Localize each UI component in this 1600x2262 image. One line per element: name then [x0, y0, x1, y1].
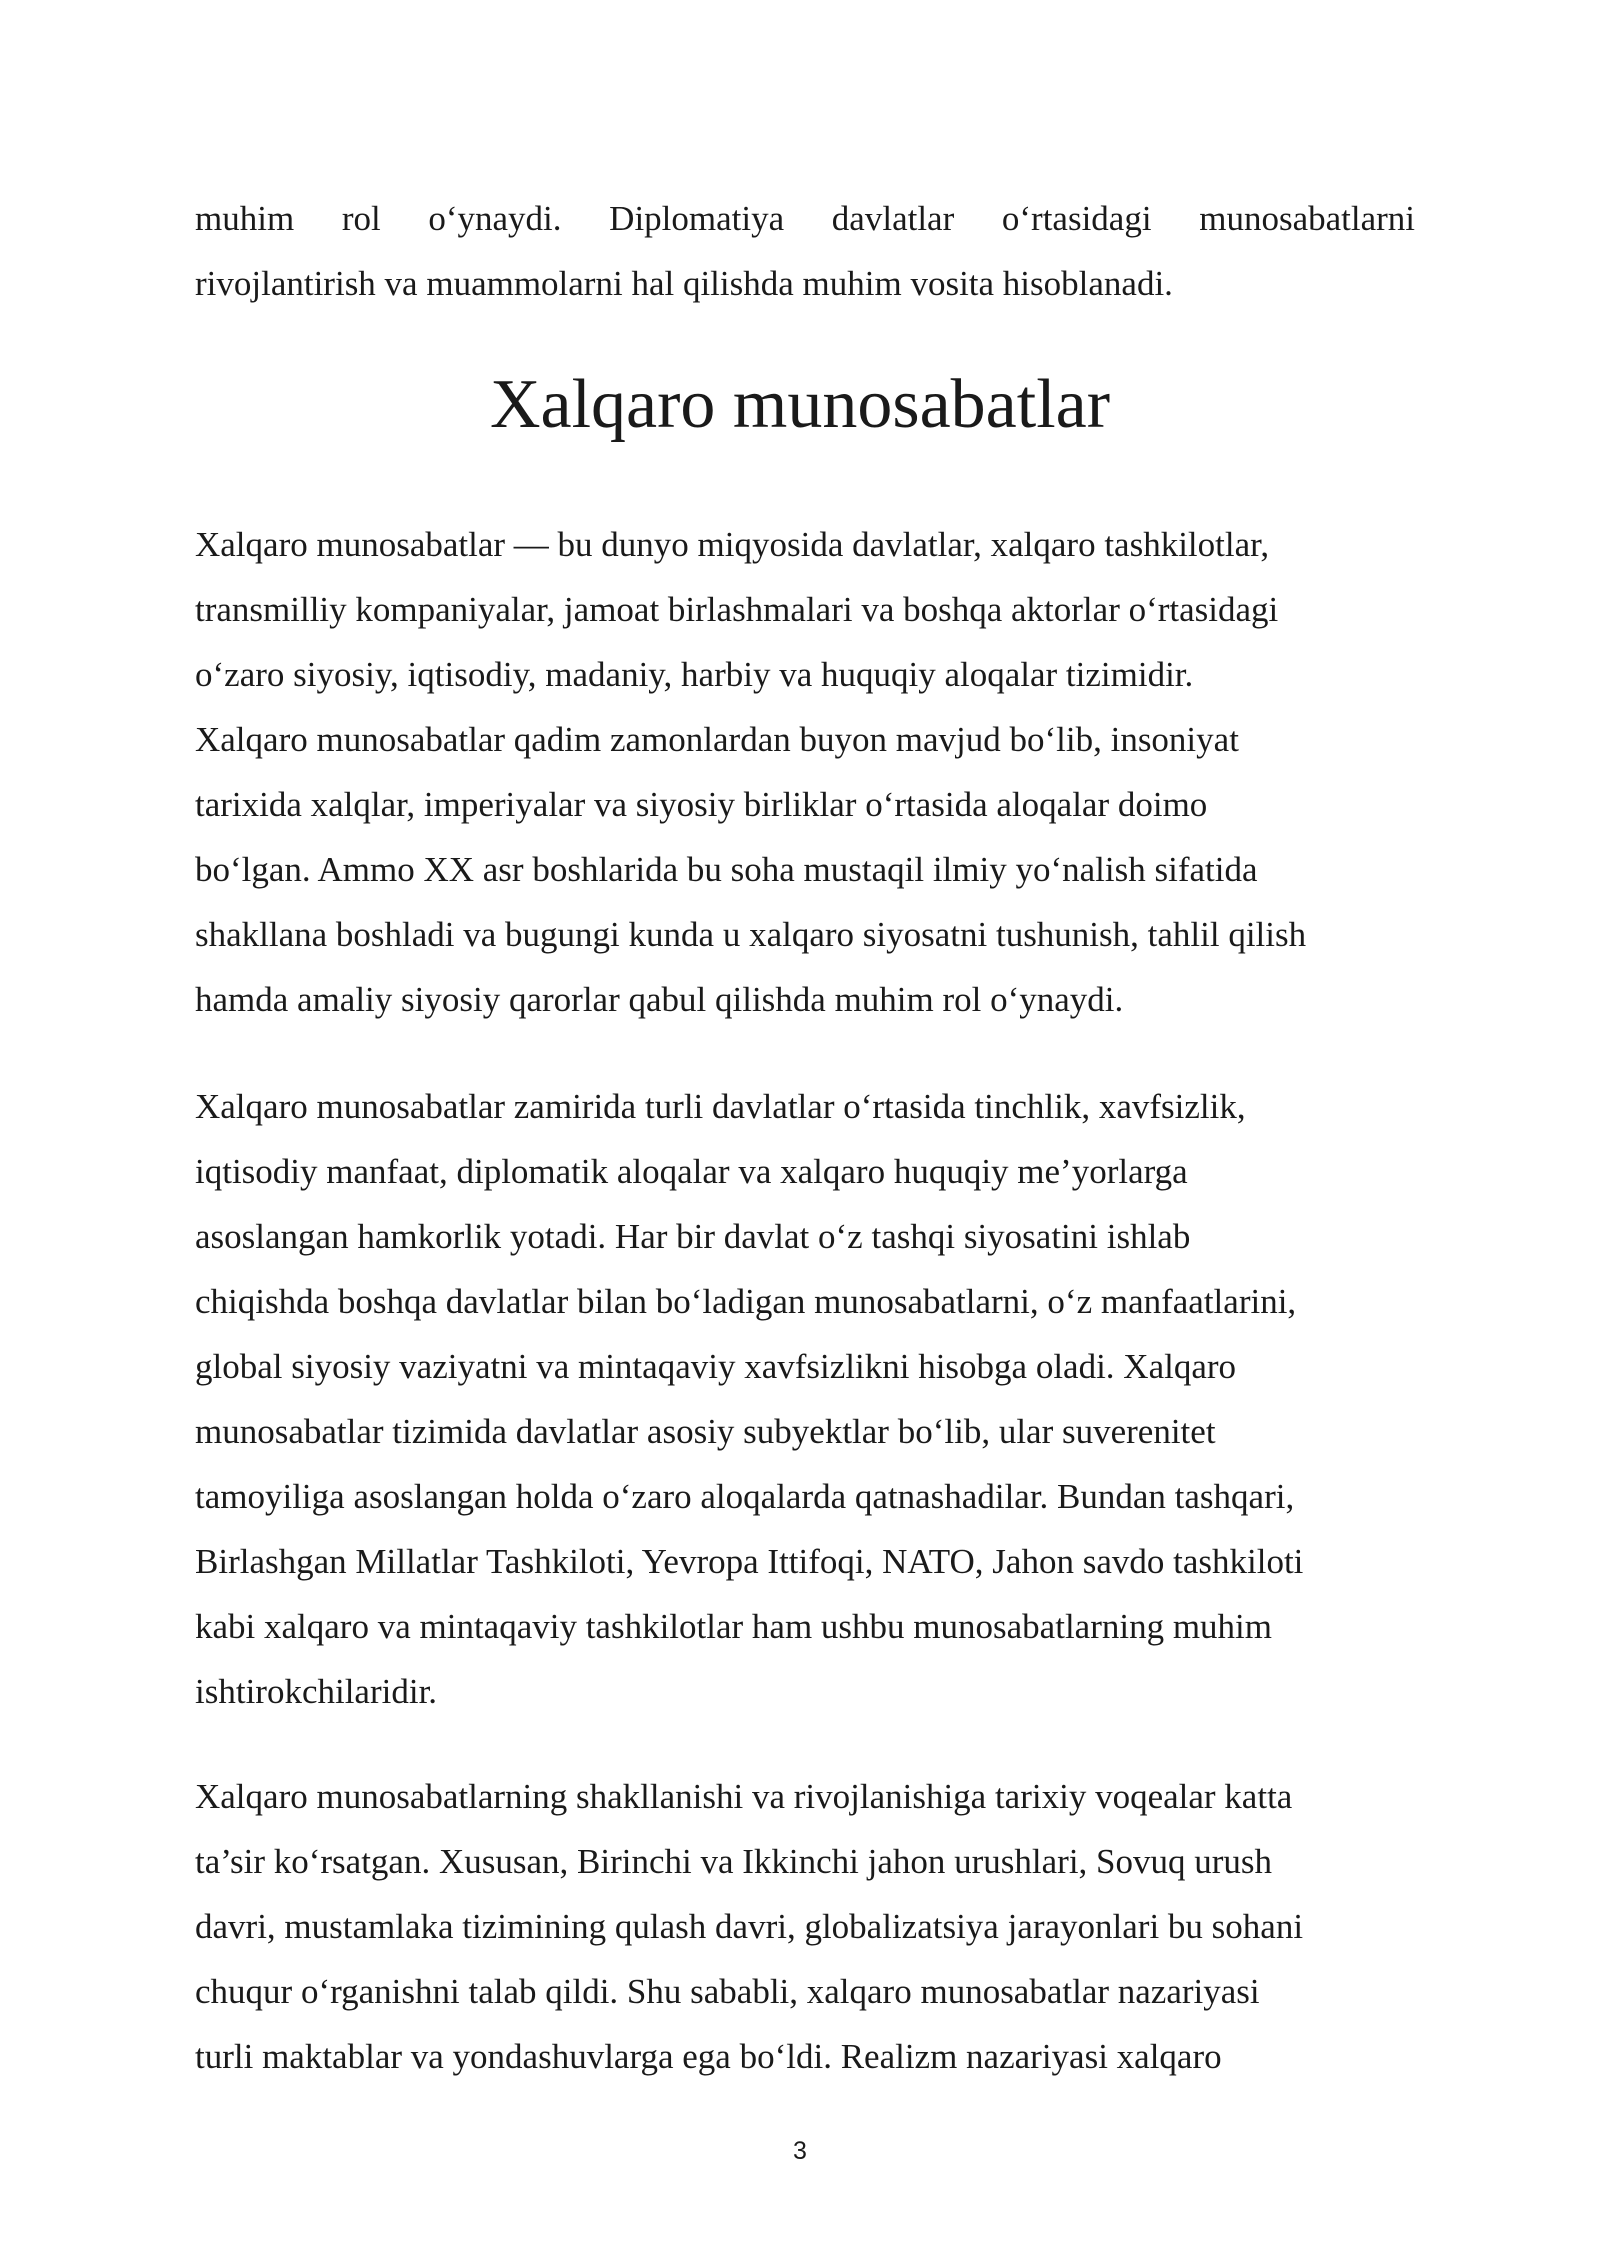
paragraph-line: davri, mustamlaka tizimining qulash davri, globalizatsiya jarayonlari bu sohani [195, 1907, 1304, 1946]
paragraph-line: Xalqaro munosabatlar — bu dunyo miqyosida davlatlar, xalqaro tashkilotlar, [195, 525, 1270, 564]
paragraph-line: munosabatlar tizimida davlatlar asosiy subyektlar bo‘lib, ular suverenitet [195, 1412, 1216, 1451]
paragraph-line: chuqur o‘rganishni talab qildi. Shu sababli, xalqaro munosabatlar nazariyasi [195, 1972, 1260, 2011]
paragraph-line: global siyosiy vaziyatni va mintaqaviy xavfsizlikni hisobga oladi. Xalqaro [195, 1347, 1237, 1386]
paragraph-line: Xalqaro munosabatlar zamirida turli davlatlar o‘rtasida tinchlik, xavfsizlik, [195, 1087, 1246, 1126]
paragraph-line: iqtisodiy manfaat, diplomatik aloqalar va xalqaro huquqiy me’yorlarga [195, 1152, 1188, 1191]
paragraph-line: Birlashgan Millatlar Tashkiloti, Yevropa Ittifoqi, NATO, Jahon savdo tashkiloti [195, 1542, 1304, 1581]
section-heading: Xalqaro munosabatlar [489, 366, 1111, 443]
continuation-line-1: muhim rol o‘ynaydi. Diplomatiya davlatlar o‘rtasidagi munosabatlarni [195, 199, 1415, 238]
paragraph-line: ishtirokchilaridir. [195, 1672, 438, 1711]
paragraph-1 [195, 512, 1415, 1032]
paragraph-line: o‘zaro siyosiy, iqtisodiy, madaniy, harbiy va huquqiy aloqalar tizimidir. [195, 655, 1194, 694]
paragraph-2 [195, 1074, 1415, 1724]
continuation-paragraph [195, 186, 1415, 316]
paragraph-line: shakllana boshladi va bugungi kunda u xalqaro siyosatni tushunish, tahlil qilish [195, 915, 1307, 954]
paragraph-line: tarixida xalqlar, imperiyalar va siyosiy birliklar o‘rtasida aloqalar doimo [195, 785, 1208, 824]
continuation-line-2: rivojlantirish va muammolarni hal qilishda muhim vosita hisoblanadi. [195, 264, 1173, 303]
paragraph-line: bo‘lgan. Ammo XX asr boshlarida bu soha mustaqil ilmiy yo‘nalish sifatida [195, 850, 1258, 889]
paragraph-3 [195, 1764, 1415, 2089]
paragraph-line: chiqishda boshqa davlatlar bilan bo‘ladigan munosabatlarni, o‘z manfaatlarini, [195, 1282, 1297, 1321]
paragraph-line: turli maktablar va yondashuvlarga ega bo‘ldi. Realizm nazariyasi xalqaro [195, 2037, 1222, 2076]
paragraph-line: Xalqaro munosabatlar qadim zamonlardan buyon mavjud bo‘lib, insoniyat [195, 720, 1239, 759]
paragraph-line: tamoyiliga asoslangan holda o‘zaro aloqalarda qatnashadilar. Bundan tashqari, [195, 1477, 1295, 1516]
paragraph-line: asoslangan hamkorlik yotadi. Har bir davlat o‘z tashqi siyosatini ishlab [195, 1217, 1191, 1256]
page-number: 3 [793, 2137, 807, 2165]
paragraph-line: Xalqaro munosabatlarning shakllanishi va rivojlanishiga tarixiy voqealar katta [195, 1777, 1293, 1816]
paragraph-line: transmilliy kompaniyalar, jamoat birlashmalari va boshqa aktorlar o‘rtasidagi [195, 590, 1279, 629]
paragraph-line: kabi xalqaro va mintaqaviy tashkilotlar ham ushbu munosabatlarning muhim [195, 1607, 1273, 1646]
paragraph-line: ta’sir ko‘rsatgan. Xususan, Birinchi va Ikkinchi jahon urushlari, Sovuq urush [195, 1842, 1273, 1881]
paragraph-line: hamda amaliy siyosiy qarorlar qabul qilishda muhim rol o‘ynaydi. [195, 980, 1124, 1019]
